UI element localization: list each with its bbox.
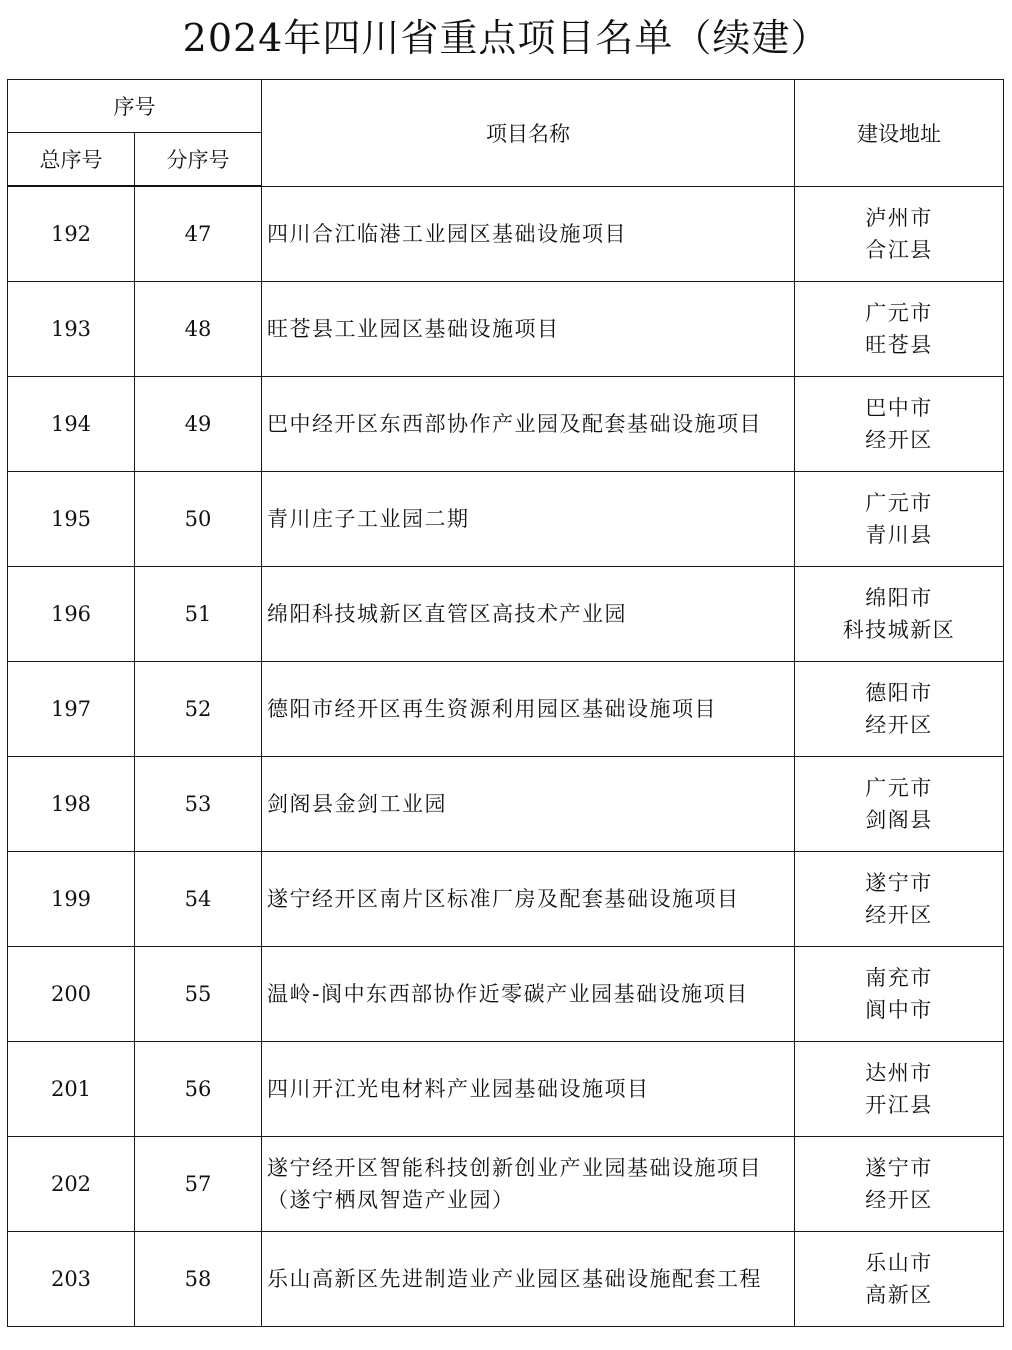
sub-seq-cell: 50 xyxy=(135,472,262,567)
location-city: 广元市 xyxy=(865,491,933,515)
total-seq-cell: 193 xyxy=(8,282,135,377)
project-name-cell: 绵阳科技城新区直管区高技术产业园 xyxy=(262,567,795,662)
location-city: 绵阳市 xyxy=(865,586,933,610)
total-seq-cell: 202 xyxy=(8,1137,135,1232)
location-city: 广元市 xyxy=(865,301,933,325)
table-row xyxy=(8,1137,1004,1232)
sub-seq-cell: 58 xyxy=(135,1232,262,1327)
total-seq-cell: 199 xyxy=(8,852,135,947)
table-row xyxy=(8,947,1004,1042)
location-city: 遂宁市 xyxy=(865,1156,933,1180)
location-cell xyxy=(795,757,1004,852)
sub-seq-cell: 48 xyxy=(135,282,262,377)
total-seq-cell: 196 xyxy=(8,567,135,662)
table-row xyxy=(8,1042,1004,1137)
total-seq-cell: 201 xyxy=(8,1042,135,1137)
header-seq-group: 序号 xyxy=(8,80,262,133)
sub-seq-cell: 49 xyxy=(135,377,262,472)
project-name-cell: 青川庄子工业园二期 xyxy=(262,472,795,567)
sub-seq-cell: 52 xyxy=(135,662,262,757)
location-district: 经开区 xyxy=(865,1188,933,1212)
location-city: 南充市 xyxy=(865,966,933,990)
location-city: 达州市 xyxy=(865,1061,933,1085)
project-name-cell: 乐山高新区先进制造业产业园区基础设施配套工程 xyxy=(262,1232,795,1327)
header-location: 建设地址 xyxy=(795,80,1004,187)
table-row xyxy=(8,662,1004,757)
total-seq-cell: 194 xyxy=(8,377,135,472)
page-title: 2024年四川省重点项目名单（续建） xyxy=(182,16,830,60)
sub-seq-cell: 55 xyxy=(135,947,262,1042)
sub-seq-cell: 53 xyxy=(135,757,262,852)
location-district: 开江县 xyxy=(865,1093,933,1117)
table-row xyxy=(8,377,1004,472)
sub-seq-cell: 54 xyxy=(135,852,262,947)
location-cell xyxy=(795,1042,1004,1137)
sub-seq-cell: 57 xyxy=(135,1137,262,1232)
location-district: 合江县 xyxy=(865,237,933,262)
table-row xyxy=(8,282,1004,377)
location-district: 经开区 xyxy=(865,903,933,927)
project-name-cell: 温岭-阆中东西部协作近零碳产业园基础设施项目 xyxy=(262,947,795,1042)
project-name-cell: 巴中经开区东西部协作产业园及配套基础设施项目 xyxy=(262,377,795,472)
header-total-seq: 总序号 xyxy=(8,133,135,187)
location-district: 剑阁县 xyxy=(865,808,933,832)
table-row xyxy=(8,472,1004,567)
project-name-cell: 德阳市经开区再生资源利用园区基础设施项目 xyxy=(262,662,795,757)
total-seq-cell: 198 xyxy=(8,757,135,852)
location-district: 科技城新区 xyxy=(842,618,956,642)
location-city: 遂宁市 xyxy=(865,871,933,895)
project-name-cell: 四川开江光电材料产业园基础设施项目 xyxy=(262,1042,795,1137)
table-header xyxy=(8,80,1004,187)
total-seq-cell: 197 xyxy=(8,662,135,757)
location-city: 泸州市 xyxy=(865,205,933,230)
table-row xyxy=(8,757,1004,852)
location-district: 阆中市 xyxy=(865,998,933,1022)
header-sub-seq: 分序号 xyxy=(135,133,262,187)
sub-seq-cell: 51 xyxy=(135,567,262,662)
table-body xyxy=(8,186,1004,1327)
project-name-cell: 遂宁经开区智能科技创新创业产业园基础设施项目（遂宁栖凤智造产业园） xyxy=(262,1137,795,1232)
location-cell xyxy=(795,947,1004,1042)
sub-seq-cell: 47 xyxy=(135,186,262,282)
sub-seq-cell: 56 xyxy=(135,1042,262,1137)
location-city: 乐山市 xyxy=(865,1251,933,1275)
location-district: 青川县 xyxy=(865,523,933,547)
total-seq-cell: 192 xyxy=(8,186,135,282)
total-seq-cell: 200 xyxy=(8,947,135,1042)
project-table xyxy=(7,79,1004,1327)
project-name-cell: 旺苍县工业园区基础设施项目 xyxy=(262,282,795,377)
location-cell xyxy=(795,567,1004,662)
table-row xyxy=(8,852,1004,947)
project-name-cell: 四川合江临港工业园区基础设施项目 xyxy=(262,186,795,282)
location-cell xyxy=(795,1232,1004,1327)
project-name-cell: 遂宁经开区南片区标准厂房及配套基础设施项目 xyxy=(262,852,795,947)
total-seq-cell: 195 xyxy=(8,472,135,567)
location-cell xyxy=(795,662,1004,757)
location-city: 广元市 xyxy=(865,776,933,800)
location-district: 经开区 xyxy=(865,428,933,452)
location-cell xyxy=(795,377,1004,472)
total-seq-cell: 203 xyxy=(8,1232,135,1327)
project-name-cell: 剑阁县金剑工业园 xyxy=(262,757,795,852)
location-district: 经开区 xyxy=(865,713,933,737)
table-row xyxy=(8,567,1004,662)
location-city: 巴中市 xyxy=(865,396,933,420)
location-cell xyxy=(795,282,1004,377)
table-row xyxy=(8,1232,1004,1327)
table-row xyxy=(8,186,1004,282)
header-project-name: 项目名称 xyxy=(262,80,795,187)
location-district: 旺苍县 xyxy=(865,333,933,357)
location-district: 高新区 xyxy=(865,1283,933,1307)
location-city: 德阳市 xyxy=(865,681,933,705)
location-cell xyxy=(795,186,1004,282)
location-cell xyxy=(795,852,1004,947)
location-cell xyxy=(795,1137,1004,1232)
location-cell xyxy=(795,472,1004,567)
